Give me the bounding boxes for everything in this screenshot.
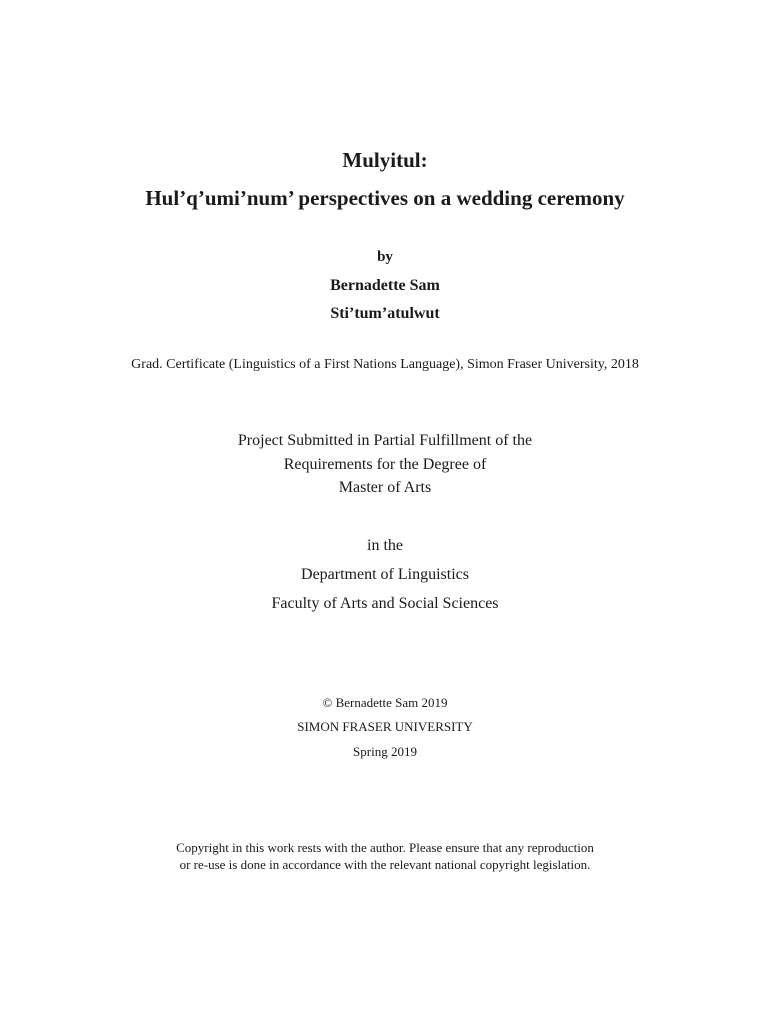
department-name: Department of Linguistics <box>301 566 469 583</box>
previous-degree: Grad. Certificate (Linguistics of a First Nations Language), Simon Fraser University, 2018 <box>131 357 639 372</box>
by-label: by <box>377 249 393 265</box>
degree-name: Master of Arts <box>338 479 432 496</box>
copyright-notice-line-2: or re-use is done in accordance with the relevant national copyright legislation. <box>179 857 591 872</box>
thesis-subtitle: Hul’q’umi’num’ perspectives on a wedding ceremony <box>145 186 625 210</box>
submission-line-1: Project Submitted in Partial Fulfillment of the <box>237 432 533 449</box>
in-the-label: in the <box>367 537 403 554</box>
term: Spring 2019 <box>353 744 417 759</box>
author-name: Bernadette Sam <box>330 277 440 294</box>
thesis-title: Mulyitul: <box>342 148 428 172</box>
university-name: SIMON FRASER UNIVERSITY <box>297 719 473 734</box>
submission-line-2: Requirements for the Degree of <box>283 456 487 473</box>
copyright-line: © Bernadette Sam 2019 <box>322 695 448 710</box>
copyright-notice-line-1: Copyright in this work rests with the author. Please ensure that any reproduction <box>176 840 594 855</box>
faculty-name: Faculty of Arts and Social Sciences <box>271 595 499 612</box>
author-traditional-name: Sti’tum’atulwut <box>330 305 440 322</box>
